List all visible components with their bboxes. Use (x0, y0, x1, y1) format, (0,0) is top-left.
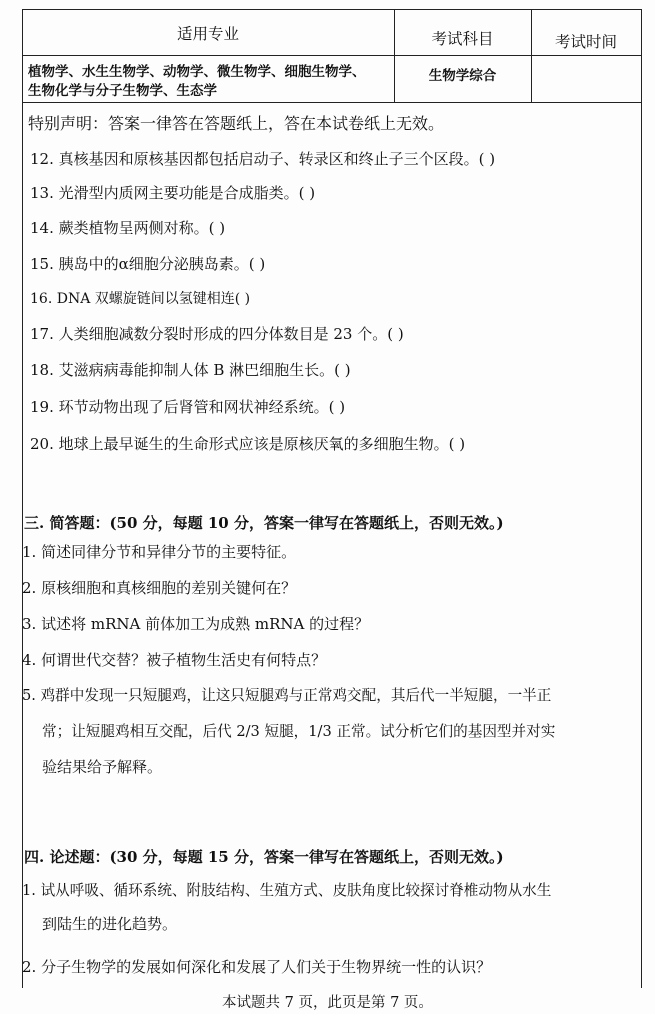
question: 2. 原核细胞和真核细胞的差别关键何在？ (22, 579, 297, 597)
question: 17. 人类细胞减数分裂时形成的四分体数目是 23 个。( ) (30, 325, 404, 343)
table-divider (22, 55, 642, 56)
majors-line: 植物学、水生生物学、动物学、微生物学、细胞生物学、 (28, 64, 366, 80)
question: 到陆生的进化趋势。 (42, 915, 178, 933)
question: 3. 试述将 mRNA 前体加工为成熟 mRNA 的过程？ (22, 615, 370, 633)
question: 验结果给予解释。 (42, 758, 163, 776)
section-heading: 四. 论述题：(30 分，每题 15 分，答案一律写在答题纸上，否则无效。) (24, 848, 504, 866)
question: 5. 鸡群中发现一只短腿鸡，让这只短腿鸡与正常鸡交配，其后代一半短腿，一半正 (22, 687, 552, 704)
question: 1. 简述同律分节和异律分节的主要特征。 (22, 543, 297, 561)
question: 4. 何谓世代交替？被子植物生活史有何特点？ (22, 651, 327, 669)
question: 16. DNA 双螺旋链间以氢键相连( ) (30, 291, 251, 307)
question: 15. 胰岛中的α细胞分泌胰岛素。( ) (30, 255, 266, 273)
question: 12. 真核基因和原核基因都包括启动子、转录区和终止子三个区段。( ) (30, 150, 496, 168)
page-footer: 本试题共 7 页，此页是第 7 页。 (222, 995, 433, 1011)
question: 1. 试从呼吸、循环系统、附肢结构、生殖方式、皮肤角度比较探讨脊椎动物从水生 (22, 882, 552, 899)
header-major: 适用专业 (176, 25, 239, 43)
majors-line: 生物化学与分子生物学、生态学 (28, 83, 217, 99)
section-heading: 三. 简答题：(50 分，每题 10 分，答案一律写在答题纸上，否则无效。) (24, 514, 504, 532)
question: 2. 分子生物学的发展如何深化和发展了人们关于生物界统一性的认识？ (22, 958, 492, 976)
question: 19. 环节动物出现了后肾管和网状神经系统。( ) (30, 398, 346, 416)
notice: 特别声明：答案一律答在答题纸上，答在本试卷纸上无效。 (28, 114, 445, 133)
question: 13. 光滑型内质网主要功能是合成脂类。( ) (30, 184, 316, 202)
question: 18. 艾滋病病毒能抑制人体 B 淋巴细胞生长。( ) (30, 361, 351, 379)
header-time: 考试时间 (554, 33, 617, 51)
question: 14. 蕨类植物呈两侧对称。( ) (30, 219, 226, 237)
table-divider (531, 9, 532, 102)
question: 20. 地球上最早诞生的生命形式应该是原核厌氧的多细胞生物。( ) (30, 435, 466, 453)
header-subject: 考试科目 (431, 30, 494, 48)
subject-value: 生物学综合 (428, 68, 497, 84)
question: 常；让短腿鸡相互交配，后代 2/3 短腿，1/3 正常。试分析它们的基因型并对实 (42, 723, 556, 740)
table-divider (22, 102, 642, 103)
table-divider (394, 9, 395, 102)
